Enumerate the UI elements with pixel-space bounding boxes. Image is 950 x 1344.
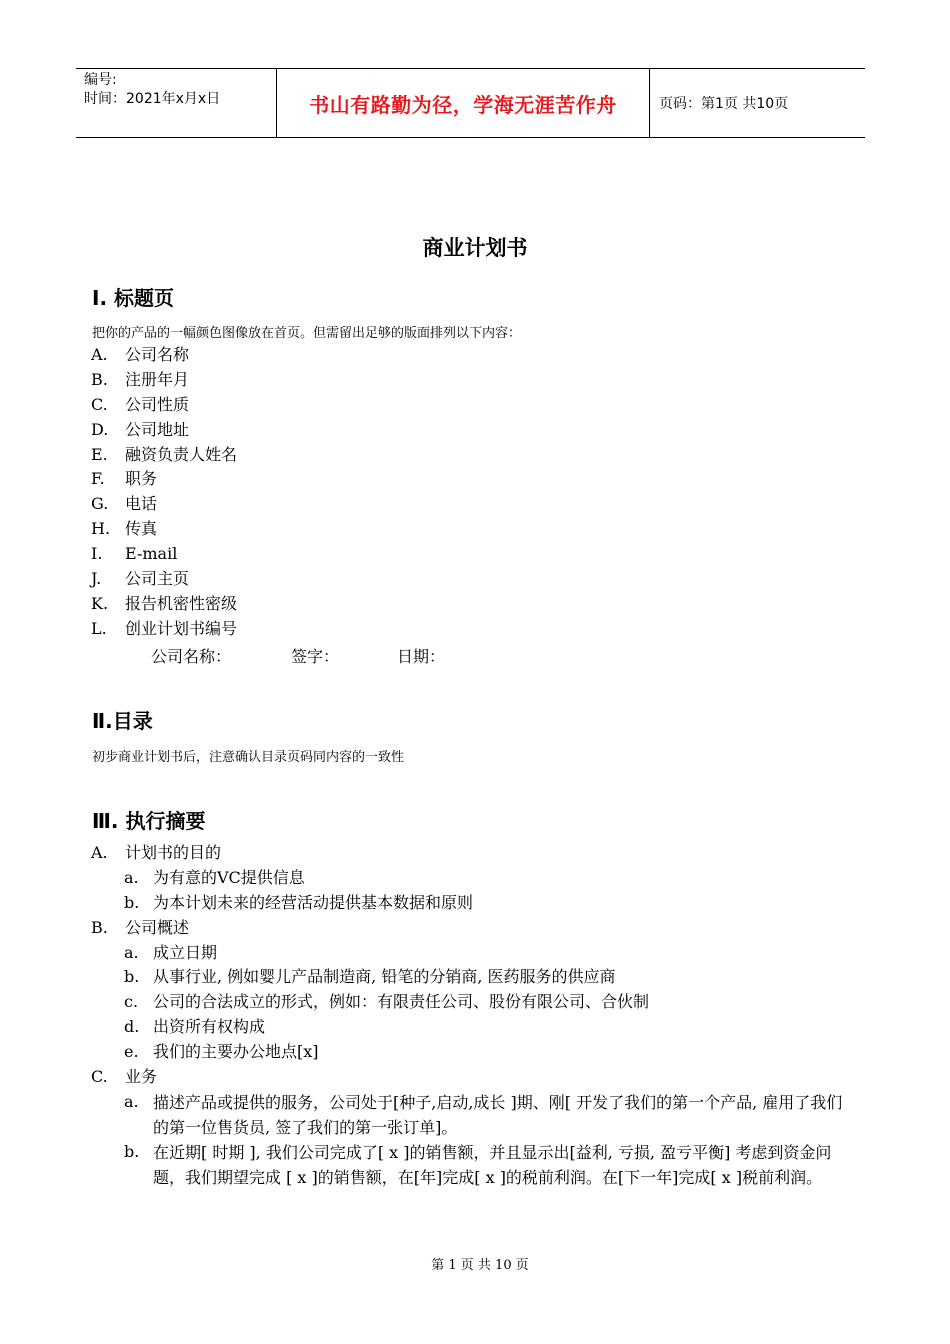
page-footer: 第 1 页 共 10 页	[431, 1258, 529, 1273]
list-item: G. 电话	[91, 494, 158, 514]
date-text: 时间：2021年x月x日	[84, 91, 221, 107]
list-item: K. 报告机密性密级	[91, 593, 238, 613]
signature-line	[151, 644, 445, 667]
list-item: A. 计划书的目的	[91, 843, 222, 862]
list-item: B. 注册年月	[91, 369, 190, 389]
executive-summary-list	[91, 841, 849, 1190]
page-header	[76, 68, 865, 138]
header-info	[76, 69, 277, 137]
signature-label: 签字：	[291, 647, 340, 666]
list-item: J. 公司主页	[91, 569, 190, 589]
number-label: 编号:	[84, 72, 117, 88]
list-item: A. 公司名称	[91, 345, 190, 364]
list-item: H. 传真	[91, 519, 158, 539]
list-item: C. 业务	[91, 1067, 158, 1087]
list-item: B. 公司概述	[91, 917, 190, 937]
header-page-number: 页码：第1页 共10页	[659, 96, 789, 112]
list-item: F. 职务	[91, 469, 158, 489]
sub-list-item: b. 为本计划未来的经营活动提供基本数据和原则	[124, 892, 474, 912]
section-1-heading: Ⅰ. 标题页	[92, 286, 175, 310]
section-3-heading: Ⅲ. 执行摘要	[92, 809, 206, 833]
list-item: I. E-mail	[91, 544, 178, 564]
sub-list-item: d. 出资所有权构成	[124, 1017, 266, 1037]
sub-list-item: c. 公司的合法成立的形式，例如：有限责任公司、股份有限公司、合伙制	[124, 992, 650, 1012]
sub-list-item: b. 从事行业, 例如婴儿产品制造商, 铅笔的分销商, 医药服务的供应商	[124, 967, 616, 987]
sub-list-item: a. 为有意的VC提供信息	[124, 867, 305, 887]
company-name-label: 公司名称：	[151, 647, 232, 666]
list-item: L. 创业计划书编号	[91, 618, 238, 638]
section-1-intro: 把你的产品的一幅颜色图像放在首页。但需留出足够的版面排列以下内容：	[92, 326, 522, 341]
sub-list-item: b. 在近期[ 时期 ], 我们公司完成了[ x ]的销售额，并且显示出[益利, 亏损, 盈亏平衡] 考虑到资金问题，我们期望完成 [ x ]的销售额，在[年]完成[ x ]的税前利润。在[下一年]完成[ x ]税前利润。	[124, 1141, 832, 1187]
list-item: E. 融资负责人姓名	[91, 444, 238, 464]
sub-list-item: e. 我们的主要办公地点[x]	[124, 1042, 319, 1062]
list-item: D. 公司地址	[91, 419, 190, 439]
section-2-intro: 初步商业计划书后，注意确认目录页码同内容的一致性	[92, 750, 405, 765]
sub-list-item: a. 成立日期	[124, 942, 218, 962]
title-page-list	[91, 343, 237, 642]
section-2-heading: Ⅱ.目录	[92, 709, 153, 733]
header-motto: 书山有路勤为径，学海无涯苦作舟	[277, 69, 650, 137]
document-title: 商业计划书	[422, 236, 528, 260]
date-label: 日期：	[397, 647, 446, 666]
sub-list-item: a. 描述产品或提供的服务，公司处于[种子,启动,成长 ]期、刚[ 开发了我们的第一个产品, 雇用了我们的第一位售货员, 签了我们的第一张订单]。	[124, 1091, 843, 1137]
list-item: C. 公司性质	[91, 394, 190, 414]
